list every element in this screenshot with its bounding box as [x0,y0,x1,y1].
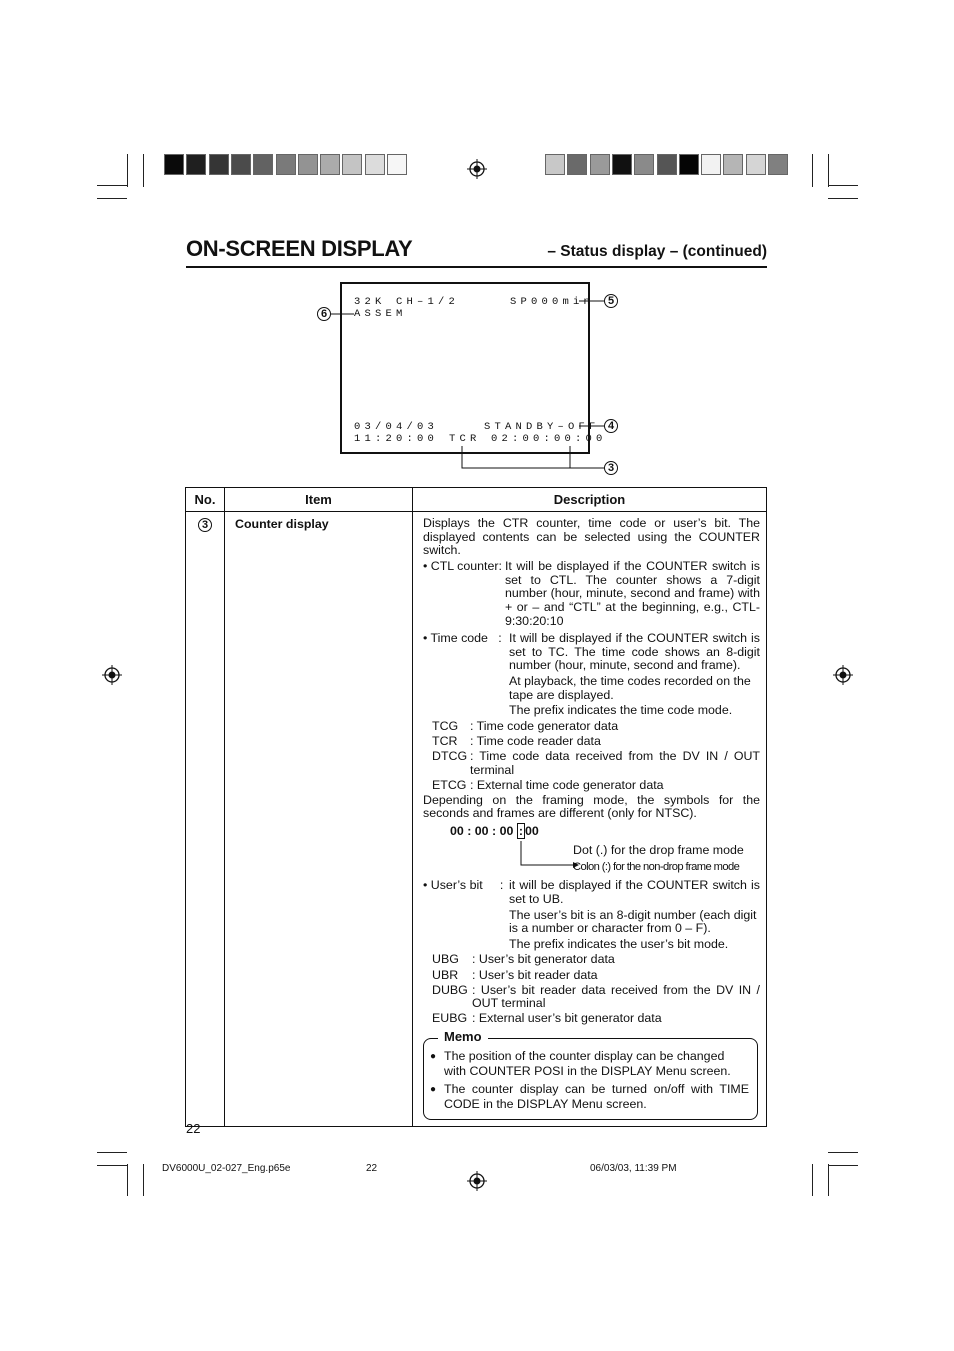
page-subtitle: – Status display – (continued) [547,243,767,260]
prefix-code: TCG [432,718,459,733]
prefix-code: DTCG [432,749,468,763]
prefix-code-row [423,779,760,793]
header-item: Item [225,488,413,512]
table-row [186,512,767,1127]
prefix-code: UBG [432,952,459,967]
users-bit-entry: • User’s bit : it will be displayed if the COUNTER switch is set to UB. [423,878,760,907]
prefix-description: : User’s bit reader data [472,967,598,982]
callout-4: 4 [604,419,618,433]
prefix-code-row [423,1012,760,1026]
users-bit-prefix-list [423,953,760,1025]
framing-text: Depending on the framing mode, the symbols for the seconds and frames are different (only for NTSC). [423,792,760,821]
time-code-playback-note: At playback, the time codes recorded on the tape are displayed. [509,674,751,702]
memo-item: ● The position of the counter display can be changed with COUNTER POSI in the DISPLAY Menu screen. [430,1048,731,1078]
screen-time: 11:20:00 [354,433,439,445]
header-no: No. [186,488,225,512]
prefix-code-row [423,735,760,749]
callout-6: 6 [317,307,331,321]
framing-example [423,823,760,875]
memo-title: Memo [438,1030,488,1044]
header-description: Description [413,488,767,512]
screen-standby: STANDBY–OFF [484,421,600,433]
prefix-code-row [423,984,760,1011]
callout-lines [0,0,954,500]
callout-3: 3 [604,461,618,475]
row-number: 3 [186,512,225,1127]
time-code-prefix-list [423,720,760,792]
page-number: 22 [186,1121,201,1136]
prefix-code-row [423,953,760,967]
registration-mark-icon [467,1171,487,1191]
description-table [185,487,767,1127]
prefix-code-row [423,969,760,983]
screen-date: 03/04/03 [354,421,439,433]
bullet-icon: ● [430,1083,437,1095]
time-code-prefix-note: The prefix indicates the time code mode. [509,703,733,718]
prefix-description: : Time code data received from the DV IN / OUT terminal [470,749,760,777]
prefix-description: : Time code generator data [470,718,619,733]
page-title: ON-SCREEN DISPLAY [186,236,413,261]
footer-file-page: 22 [366,1163,378,1174]
intro-text: Displays the CTR counter, time code or user’s bit. The displayed contents can be selected using the COUNTER switch. [423,516,760,558]
prefix-code: ETCG [432,777,467,792]
table-header-row [186,488,767,512]
users-bit-format-note: The user’s bit is an 8-digit number (each digit is a number or character from 0 – F). [509,907,757,936]
memo-box [423,1028,758,1120]
callout-5: 5 [604,294,618,308]
ctl-counter-entry: • CTL counter: It will be displayed if the COUNTER switch is set to CTL. The counter shows a 7-digit number (hour, minute, second and frame) with + or – and “CTL” at the beginning, e.g., CTL-9:30:20:10 [423,559,760,628]
prefix-code: EUBG [432,1011,468,1026]
prefix-code: UBR [432,967,459,982]
bullet-icon: ● [430,1050,437,1062]
tc-example-prefix: 00 : 00 : 00 [450,824,514,839]
screen-counter: TCR 02:00:00:00 [449,433,607,445]
users-bit-prefix-note: The prefix indicates the user’s bit mode. [509,936,729,951]
prefix-code-row [423,750,760,777]
prefix-code: TCR [432,733,458,748]
non-drop-frame-note: Colon (:) for the non-drop frame mode [573,861,740,874]
screen-audio-channel: 32K CH–1/2 [354,296,460,308]
tc-example-separator: : [518,824,523,839]
registration-mark-icon [833,665,853,685]
footer-timestamp: 06/03/03, 11:39 PM [590,1163,677,1174]
row-description [413,512,767,1127]
time-code-entry: • Time code : It will be displayed if the COUNTER switch is set to TC. The time code shows an 8-digit number (hour, minute, second and frame). [423,631,760,673]
prefix-code-row [423,720,760,734]
screen-tape-remaining: SP000min [510,296,595,308]
footer-file-name: DV6000U_02-027_Eng.p65e [162,1163,291,1174]
prefix-description: : Time code reader data [470,733,601,748]
row-item: Counter display [225,512,413,1127]
prefix-description: : External user’s bit generator data [472,1011,662,1026]
prefix-description: : User’s bit generator data [472,952,615,967]
registration-mark-icon [102,665,122,685]
memo-item: ● The counter display can be turned on/off with TIME CODE in the DISPLAY Menu screen. [430,1081,749,1111]
screen-mode: ASSEM [354,308,407,320]
prefix-code: DUBG [432,982,468,997]
tc-example-frames: 00 [524,824,539,839]
prefix-description: : External time code generator data [470,777,664,792]
prefix-description: : User’s bit reader data received from the DV IN / OUT terminal [472,982,760,1011]
drop-frame-note: Dot (.) for the drop frame mode [573,843,744,858]
